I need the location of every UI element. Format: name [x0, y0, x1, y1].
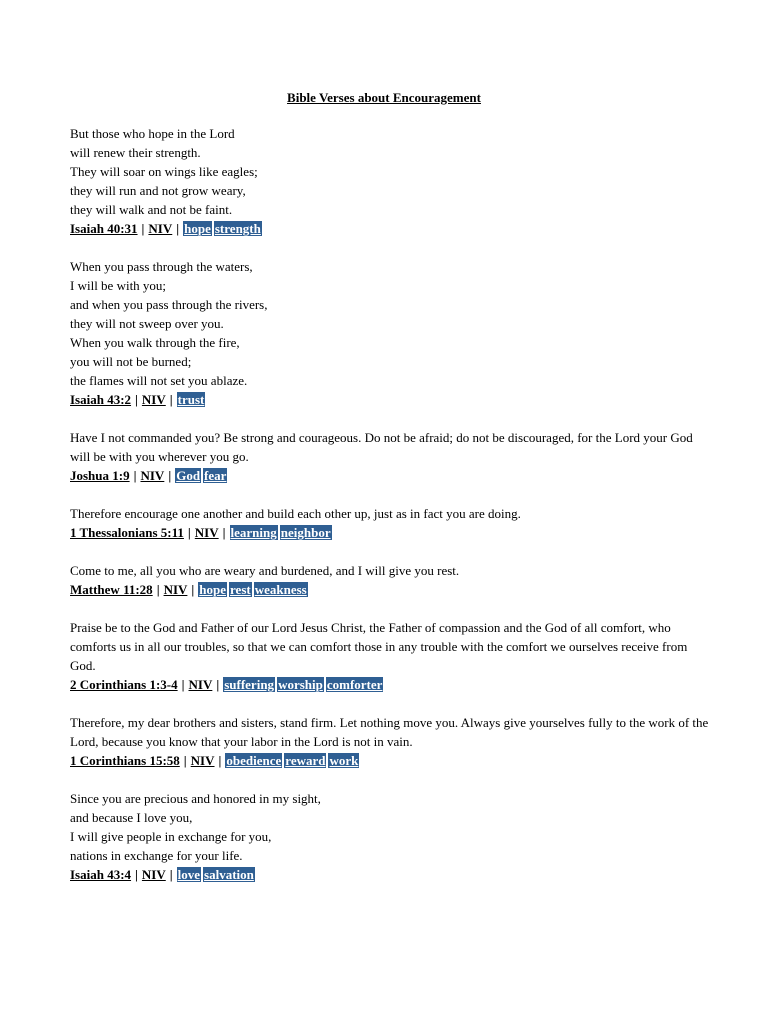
verse-line: When you walk through the fire,	[70, 335, 240, 350]
verse-line: I will be with you;	[70, 278, 167, 293]
page-title: Bible Verses about Encouragement	[287, 90, 481, 105]
separator: |	[141, 221, 145, 236]
topic-tag[interactable]: weakness	[254, 582, 307, 597]
separator: |	[169, 392, 173, 407]
verse-block	[70, 124, 710, 238]
topic-tag[interactable]: rest	[230, 582, 251, 597]
separator: |	[135, 392, 138, 407]
verse-block	[70, 618, 710, 694]
version-link[interactable]: NIV	[194, 525, 219, 540]
verse-reference-row	[70, 466, 710, 485]
verse-block	[70, 561, 710, 599]
verse-line: they will run and not grow weary,	[70, 183, 246, 198]
verse-reference-row	[70, 580, 710, 599]
verse-list	[70, 124, 710, 903]
topic-tag[interactable]: work	[329, 753, 359, 768]
verse-line: and when you pass through the rivers,	[70, 297, 268, 312]
separator: |	[216, 677, 220, 692]
version-link[interactable]: NIV	[140, 468, 165, 483]
separator: |	[169, 867, 173, 882]
topic-tag[interactable]: worship	[278, 677, 323, 692]
version-link[interactable]: NIV	[141, 392, 166, 407]
topic-tag[interactable]: learning	[230, 525, 277, 540]
verse-text: Therefore, my dear brothers and sisters, stand firm. Let nothing move you. Always give yourselves fully to the work of the Lord, because you know that your labor in the Lord is not in vain.	[70, 715, 709, 749]
verse-reference-row	[70, 675, 710, 694]
separator: |	[133, 468, 137, 483]
verse-reference-link[interactable]: Isaiah 43:4	[70, 867, 132, 882]
topic-tag[interactable]: suffering	[224, 677, 275, 692]
topic-tag[interactable]: love	[177, 867, 201, 882]
verse-line: you will not be burned;	[70, 354, 192, 369]
topic-tag[interactable]: trust	[177, 392, 205, 407]
verse-reference-link[interactable]: Isaiah 40:31	[70, 221, 138, 236]
separator: |	[222, 525, 226, 540]
topic-tag[interactable]: hope	[199, 582, 227, 597]
topic-tag[interactable]: obedience	[226, 753, 282, 768]
verse-line: they will walk and not be faint.	[70, 202, 233, 217]
verse-text: Come to me, all you who are weary and burdened, and I will give you rest.	[70, 563, 460, 578]
topic-tag[interactable]: hope	[184, 221, 211, 236]
topic-tag[interactable]: strength	[214, 221, 261, 236]
verse-block	[70, 789, 710, 884]
separator: |	[187, 525, 191, 540]
separator: |	[218, 753, 222, 768]
verse-line: they will not sweep over you.	[70, 316, 224, 331]
verse-text: Therefore encourage one another and build each other up, just as in fact you are doing.	[70, 506, 521, 521]
separator: |	[183, 753, 187, 768]
version-link[interactable]: NIV	[148, 221, 173, 236]
verse-line: But those who hope in the Lord	[70, 126, 235, 141]
separator: |	[135, 867, 138, 882]
verse-reference-link[interactable]: 1 Corinthians 15:58	[70, 753, 180, 768]
separator: |	[156, 582, 160, 597]
verse-reference-row	[70, 751, 710, 770]
verse-block	[70, 428, 710, 485]
version-link[interactable]: NIV	[188, 677, 213, 692]
verse-reference-link[interactable]: 2 Corinthians 1:3-4	[70, 677, 178, 692]
verse-text: Have I not commanded you? Be strong and courageous. Do not be afraid; do not be discouraged, for the Lord your God will be with you wherever you go.	[70, 430, 693, 464]
separator: |	[181, 677, 185, 692]
separator: |	[176, 221, 180, 236]
verse-line: the flames will not set you ablaze.	[70, 373, 248, 388]
verse-reference-row	[70, 523, 710, 542]
verse-block	[70, 713, 710, 770]
separator: |	[168, 468, 172, 483]
verse-reference-link[interactable]: 1 Thessalonians 5:11	[70, 525, 184, 540]
topic-tag[interactable]: reward	[285, 753, 326, 768]
separator: |	[191, 582, 195, 597]
version-link[interactable]: NIV	[141, 867, 166, 882]
topic-tag[interactable]: fear	[204, 468, 227, 483]
verse-line: I will give people in exchange for you,	[70, 829, 272, 844]
verse-line: nations in exchange for your life.	[70, 848, 243, 863]
topic-tag[interactable]: comforter	[326, 677, 383, 692]
topic-tag[interactable]: neighbor	[280, 525, 331, 540]
verse-block	[70, 504, 710, 542]
verse-reference-link[interactable]: Isaiah 43:2	[70, 392, 132, 407]
verse-line: will renew their strength.	[70, 145, 201, 160]
verse-reference-row	[70, 219, 710, 238]
version-link[interactable]: NIV	[163, 582, 188, 597]
verse-reference-link[interactable]: Joshua 1:9	[70, 468, 130, 483]
verse-reference-link[interactable]: Matthew 11:28	[70, 582, 153, 597]
verse-reference-row	[70, 865, 710, 884]
verse-reference-row	[70, 390, 710, 409]
verse-line: When you pass through the waters,	[70, 259, 253, 274]
version-link[interactable]: NIV	[190, 753, 215, 768]
verse-block	[70, 257, 710, 409]
verse-line: and because I love you,	[70, 810, 193, 825]
verse-line: They will soar on wings like eagles;	[70, 164, 258, 179]
topic-tag[interactable]: God	[176, 468, 201, 483]
verse-text: Praise be to the God and Father of our Lord Jesus Christ, the Father of compassion and the God of all comfort, who comforts us in all our troubles, so that we can comfort those in any trouble with the comfort we ourselves receive from God.	[70, 620, 688, 673]
verse-line: Since you are precious and honored in my sight,	[70, 791, 321, 806]
topic-tag[interactable]: salvation	[204, 867, 254, 882]
